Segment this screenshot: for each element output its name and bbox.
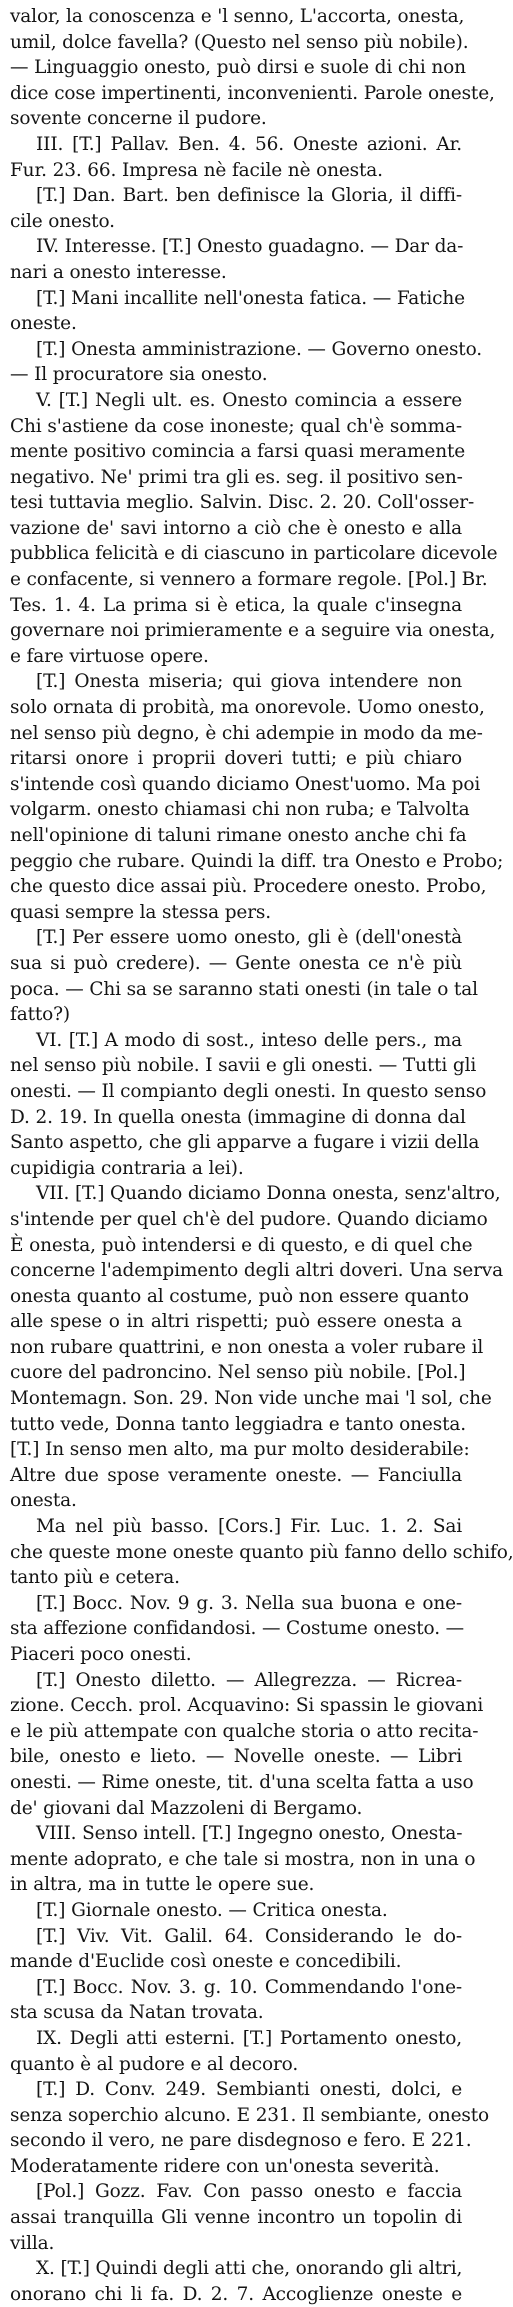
text-line: [T.] Viv. Vit. Galil. 64. Considerando le do- xyxy=(36,1925,462,1947)
text-line: s'intende per quel ch'è del pudore. Quando diciamo xyxy=(10,1208,488,1230)
text-line: [T.] Onesta miseria; qui giova intendere non xyxy=(36,671,462,693)
text-line: quasi sempre la stessa pers. xyxy=(10,901,271,923)
text-line: cupidigia contraria a lei). xyxy=(10,1157,244,1179)
text-line: onesta. xyxy=(10,1490,77,1512)
text-line: nel senso più nobile. I savii e gli onesti. — Tutti gli xyxy=(10,1055,477,1077)
text-line: Piaceri poco onesti. xyxy=(10,1644,192,1665)
text-line: e confacente, si vennero a formare regole. [Pol.] Br. xyxy=(10,569,488,591)
text-line: cuore del padroncino. Nel senso più nobile. [Pol.] xyxy=(10,1362,466,1384)
text-line: [T.] Onesta amministrazione. — Governo onesto. xyxy=(36,338,482,360)
text-line: D. 2. 19. In quella onesta (immagine di donna dal xyxy=(10,1106,466,1128)
text-line: volgarm. onesto chiamasi chi non ruba; e Talvolta xyxy=(10,799,470,821)
text-line: pubblica felicità e di ciascuno in particolare dicevole xyxy=(10,543,498,565)
text-line: senza soperchio alcuno. E 231. Il sembiante, onesto xyxy=(10,2104,490,2126)
text-line: tutto vede, Donna tanto leggiadra e tanto onesta. xyxy=(10,1413,466,1435)
text-line: quanto è al pudore e al decoro. xyxy=(10,2053,299,2075)
text-line: VII. [T.] Quando diciamo Donna onesta, senz'altro, xyxy=(36,1183,501,1205)
text-line: onesti. — Rime oneste, tit. d'una scelta fatta a uso xyxy=(10,1771,474,1793)
text-line: — Linguaggio onesto, può dirsi e suole di chi non xyxy=(10,57,466,79)
text-line: [T.] Bocc. Nov. 3. g. 10. Commendando l'one- xyxy=(36,1976,462,1998)
text-line: [T.] D. Conv. 249. Sembianti onesti, dolci, e xyxy=(36,2079,462,2101)
text-line: solo ornata di probità, ma onorevole. Uomo onesto, xyxy=(10,697,485,719)
text-line: nell'opinione di taluni rimane onesto anche chi fa xyxy=(10,825,467,846)
text-line: e le più attempate con qualche storia o atto recita- xyxy=(10,1720,479,1742)
text-line: valor, la conoscenza e 'l senno, L'accorta, onesta, xyxy=(10,6,465,27)
text-line: Ma nel più basso. [Cors.] Fir. Luc. 1. 2. Sai xyxy=(36,1516,462,1538)
text-line: tanto più e cetera. xyxy=(10,1567,180,1589)
text-line: concerne l'adempimento degli altri doveri. Una serva xyxy=(10,1260,503,1282)
text-line: [T.] Dan. Bart. ben definisce la Gloria, il diffi- xyxy=(36,185,462,207)
text-line: Santo aspetto, che gli apparve a fugare i vizii della xyxy=(10,1132,480,1154)
text-line: assai tranquilla Gli venne incontro un topolin di xyxy=(10,2207,462,2229)
text-line: sua si può credere). — Gente onesta ce n'è più xyxy=(10,952,462,974)
text-line: alle spese o in altri rispetti; può essere onesta a xyxy=(10,1311,462,1333)
text-line: sta affezione confidandosi. — Costume onesto. — xyxy=(10,1618,465,1640)
text-line: mente adoprato, e che tale si mostra, non in una o xyxy=(10,1848,476,1870)
text-line: nari a onesto interesse. xyxy=(10,261,227,283)
text-line: nel senso più degno, è chi adempie in modo da me- xyxy=(10,722,483,744)
text-line: poca. — Chi sa se saranno stati onesti (in tale o tal xyxy=(10,978,478,1000)
text-line: [T.] Per essere uomo onesto, gli è (dell'onestà xyxy=(36,927,462,949)
text-line: Chi s'astiene da cose inoneste; qual ch'è somma- xyxy=(10,415,462,437)
text-line: X. [T.] Quindi degli atti che, onorando gli altri, xyxy=(36,2258,463,2280)
text-line: Moderatamente ridere con un'onesta severità. xyxy=(10,2155,440,2177)
text-line: oneste. xyxy=(10,313,77,335)
text-line: governare noi primieramente e a seguire via onesta, xyxy=(10,620,496,642)
text-line: zione. Cecch. prol. Acquavino: Si spassin le giovani xyxy=(10,1695,484,1717)
text-line: non rubare quattrini, e non onesta a voler rubare il xyxy=(10,1336,484,1358)
text-line: umil, dolce favella? (Questo nel senso più nobile). xyxy=(10,31,469,53)
text-line: VIII. Senso intell. [T.] Ingegno onesto, Onesta- xyxy=(36,1823,463,1845)
text-line: onesta quanto al costume, può non essere quanto xyxy=(10,1285,469,1307)
text-line: VI. [T.] A modo di sost., inteso delle pers., ma xyxy=(36,1029,462,1051)
text-line: Altre due spose veramente oneste. — Fanciulla xyxy=(10,1464,462,1486)
text-line: in altra, ma in tutte le opere sue. xyxy=(10,1874,315,1896)
text-line: [T.] Mani incallite nell'onesta fatica. — Fatiche xyxy=(36,287,465,309)
text-line: cile onesto. xyxy=(10,210,115,232)
text-line: e fare virtuose opere. xyxy=(10,645,209,667)
text-line: villa. xyxy=(10,2232,55,2254)
text-line: Fur. 23. 66. Impresa nè facile nè onesta. xyxy=(10,159,383,181)
text-line: [T.] In senso men alto, ma pur molto desiderabile: xyxy=(10,1439,470,1461)
text-line: IV. Interesse. [T.] Onesto guadagno. — Dar da- xyxy=(36,236,464,258)
text-line: sovente concerne il pudore. xyxy=(10,108,267,130)
text-line: fatto?) xyxy=(10,1004,70,1026)
text-line: Tes. 1. 4. La prima si è etica, la quale c'insegna xyxy=(10,594,462,616)
text-line: III. [T.] Pallav. Ben. 4. 56. Oneste azioni. Ar. xyxy=(36,133,462,155)
text-line: bile, onesto e lieto. — Novelle oneste. — Libri xyxy=(10,1746,462,1768)
text-line: — Il procuratore sia onesto. xyxy=(10,364,268,386)
text-line: mente positivo comincia a farsi quasi meramente xyxy=(10,441,466,463)
text-line: mande d'Euclide così oneste e concedibili. xyxy=(10,1951,402,1973)
text-line: che queste mone oneste quanto più fanno dello schifo, xyxy=(10,1541,513,1563)
text-line: [T.] Bocc. Nov. 9 g. 3. Nella sua buona e one- xyxy=(36,1592,462,1614)
text-line: [Pol.] Gozz. Fav. Con passo onesto e faccia xyxy=(36,2181,462,2203)
text-line: secondo il vero, ne pare disdegnoso e fero. E 221. xyxy=(10,2130,472,2152)
text-line: onesti. — Il compianto degli onesti. In questo senso xyxy=(10,1080,487,1102)
text-line: tesi tuttavia meglio. Salvin. Disc. 2. 20. Coll'osser- xyxy=(10,492,475,514)
text-line: [T.] Giornale onesto. — Critica onesta. xyxy=(36,1899,388,1921)
text-line: peggio che rubare. Quindi la diff. tra Onesto e Probo; xyxy=(10,850,504,872)
text-line: che questo dice assai più. Procedere onesto. Probo, xyxy=(10,876,487,898)
text-line: ritarsi onore i proprii doveri tutti; e più chiaro xyxy=(10,748,462,770)
text-line: sta scusa da Natan trovata. xyxy=(10,2002,264,2024)
text-line: È onesta, può intendersi e di questo, e di quel che xyxy=(10,1234,473,1256)
text-line: V. [T.] Negli ult. es. Onesto comincia a essere xyxy=(36,389,462,411)
text-line: [T.] Onesto diletto. — Allegrezza. — Ricrea- xyxy=(36,1669,462,1691)
text-line: onorano chi li fa. D. 2. 7. Accoglienze oneste e xyxy=(10,2283,462,2305)
text-line: de' giovani dal Mazzoleni di Bergamo. xyxy=(10,1797,363,1819)
text-line: s'intende così quando diciamo Onest'uomo. Ma poi xyxy=(10,773,481,795)
text-line: dice cose impertinenti, inconvenienti. Parole oneste, xyxy=(10,82,495,104)
text-line: vazione de' savi intorno a ciò che è onesto e alla xyxy=(10,517,462,539)
text-line: IX. Degli atti esterni. [T.] Portamento onesto, xyxy=(36,2027,462,2049)
text-line: Montemagn. Son. 29. Non vide unche mai 'l sol, che xyxy=(10,1388,492,1410)
text-line: negativo. Ne' primi tra gli es. seg. il positivo sen- xyxy=(10,466,463,488)
